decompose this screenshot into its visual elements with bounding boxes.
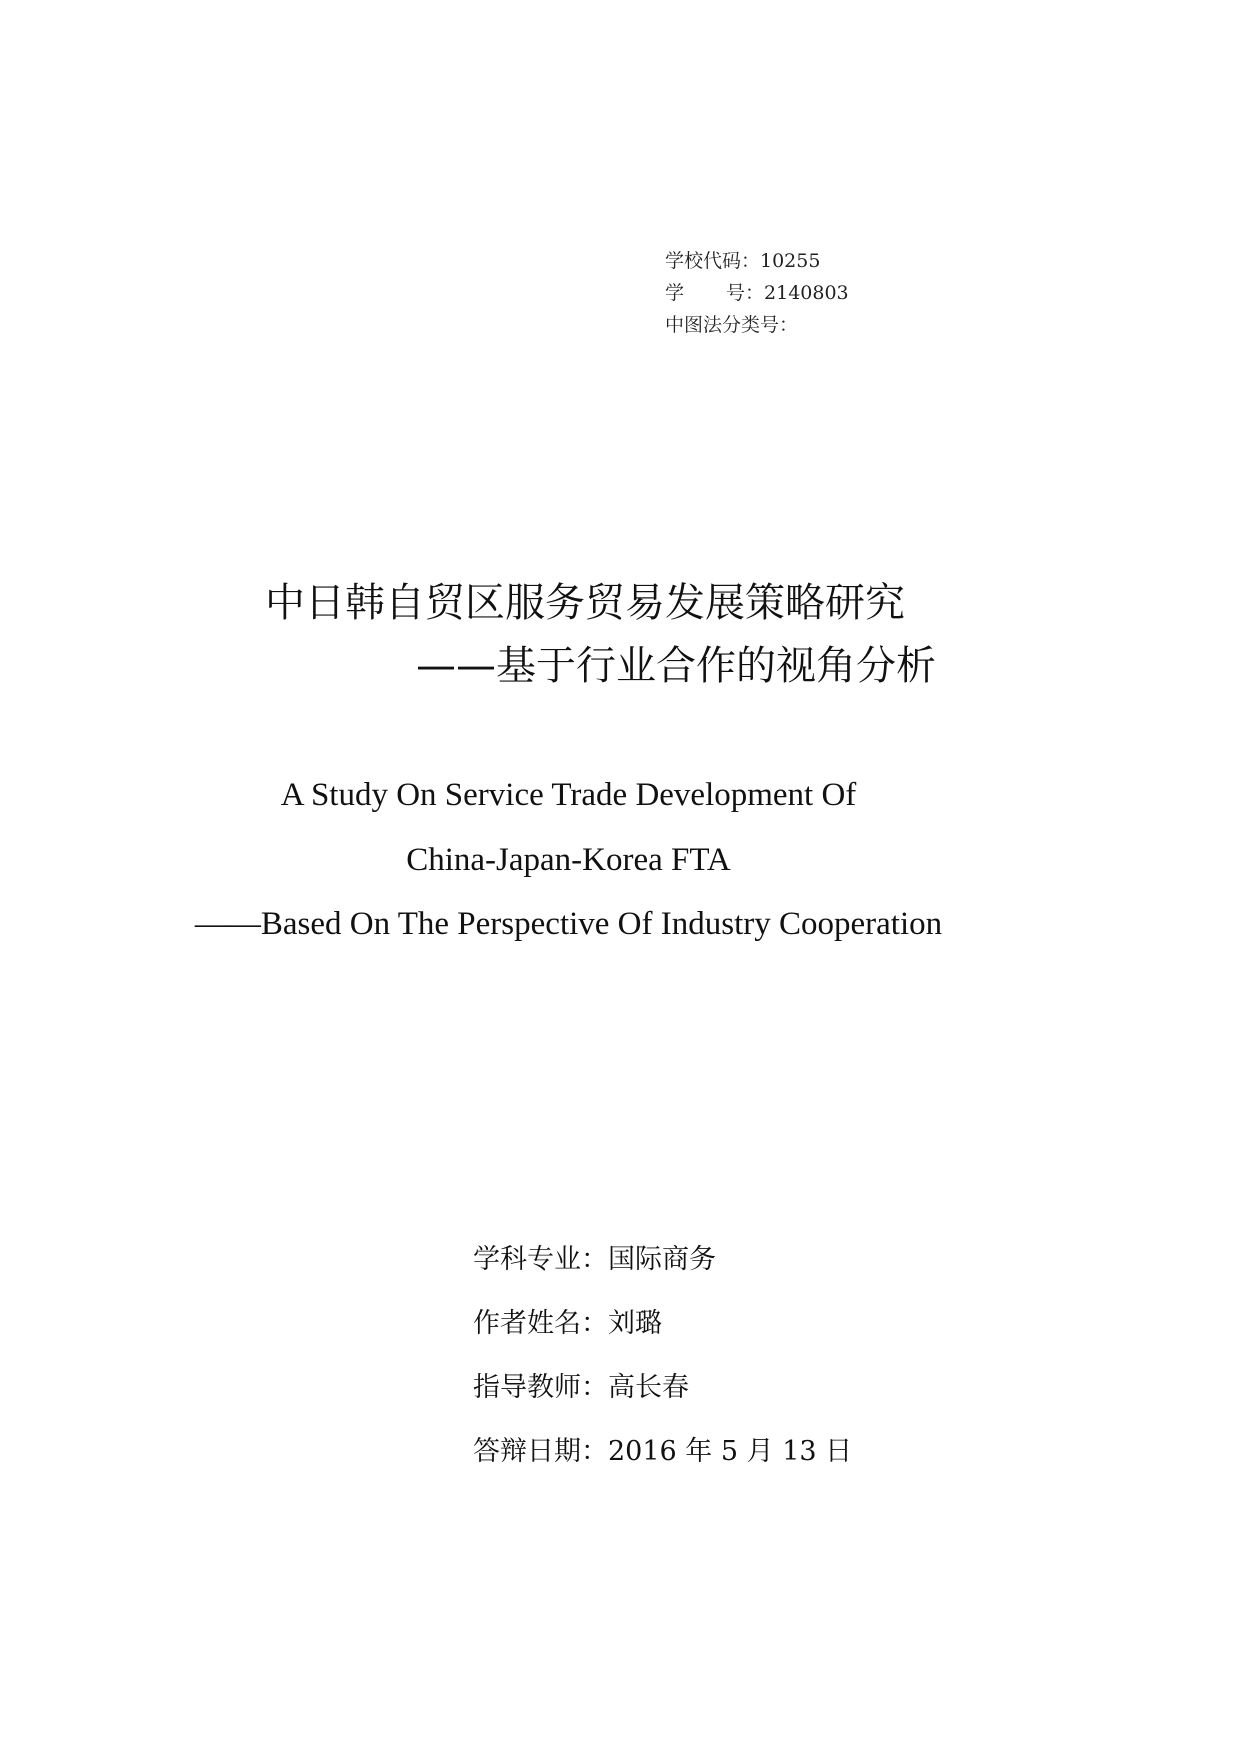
student-id-label-a: 学 [665, 282, 685, 304]
major: 学科专业：国际商务 [473, 1244, 716, 1275]
header-meta [665, 245, 849, 341]
title-en-line2: China-Japan-Korea FTA [406, 842, 731, 878]
title-en-line3: ——Based On The Perspective Of Industry Cooperation [194, 906, 943, 942]
defense-date: 答辩日期：2016 年 5 月 13 日 [473, 1436, 853, 1467]
author: 作者姓名：刘璐 [473, 1308, 662, 1339]
clc-number: 中图法分类号： [665, 314, 799, 336]
thesis-info [473, 1228, 852, 1484]
title-en-line1: A Study On Service Trade Development Of [280, 777, 857, 813]
student-id [665, 277, 849, 309]
student-id-label-b: 号：2140803 [726, 282, 849, 304]
title-cn-main: 中日韩自贸区服务贸易发展策略研究 [265, 580, 905, 626]
school-code: 学校代码：10255 [665, 250, 821, 272]
advisor: 指导教师：高长春 [473, 1372, 689, 1403]
title-cn-sub: ——基于行业合作的视角分析 [416, 643, 936, 689]
